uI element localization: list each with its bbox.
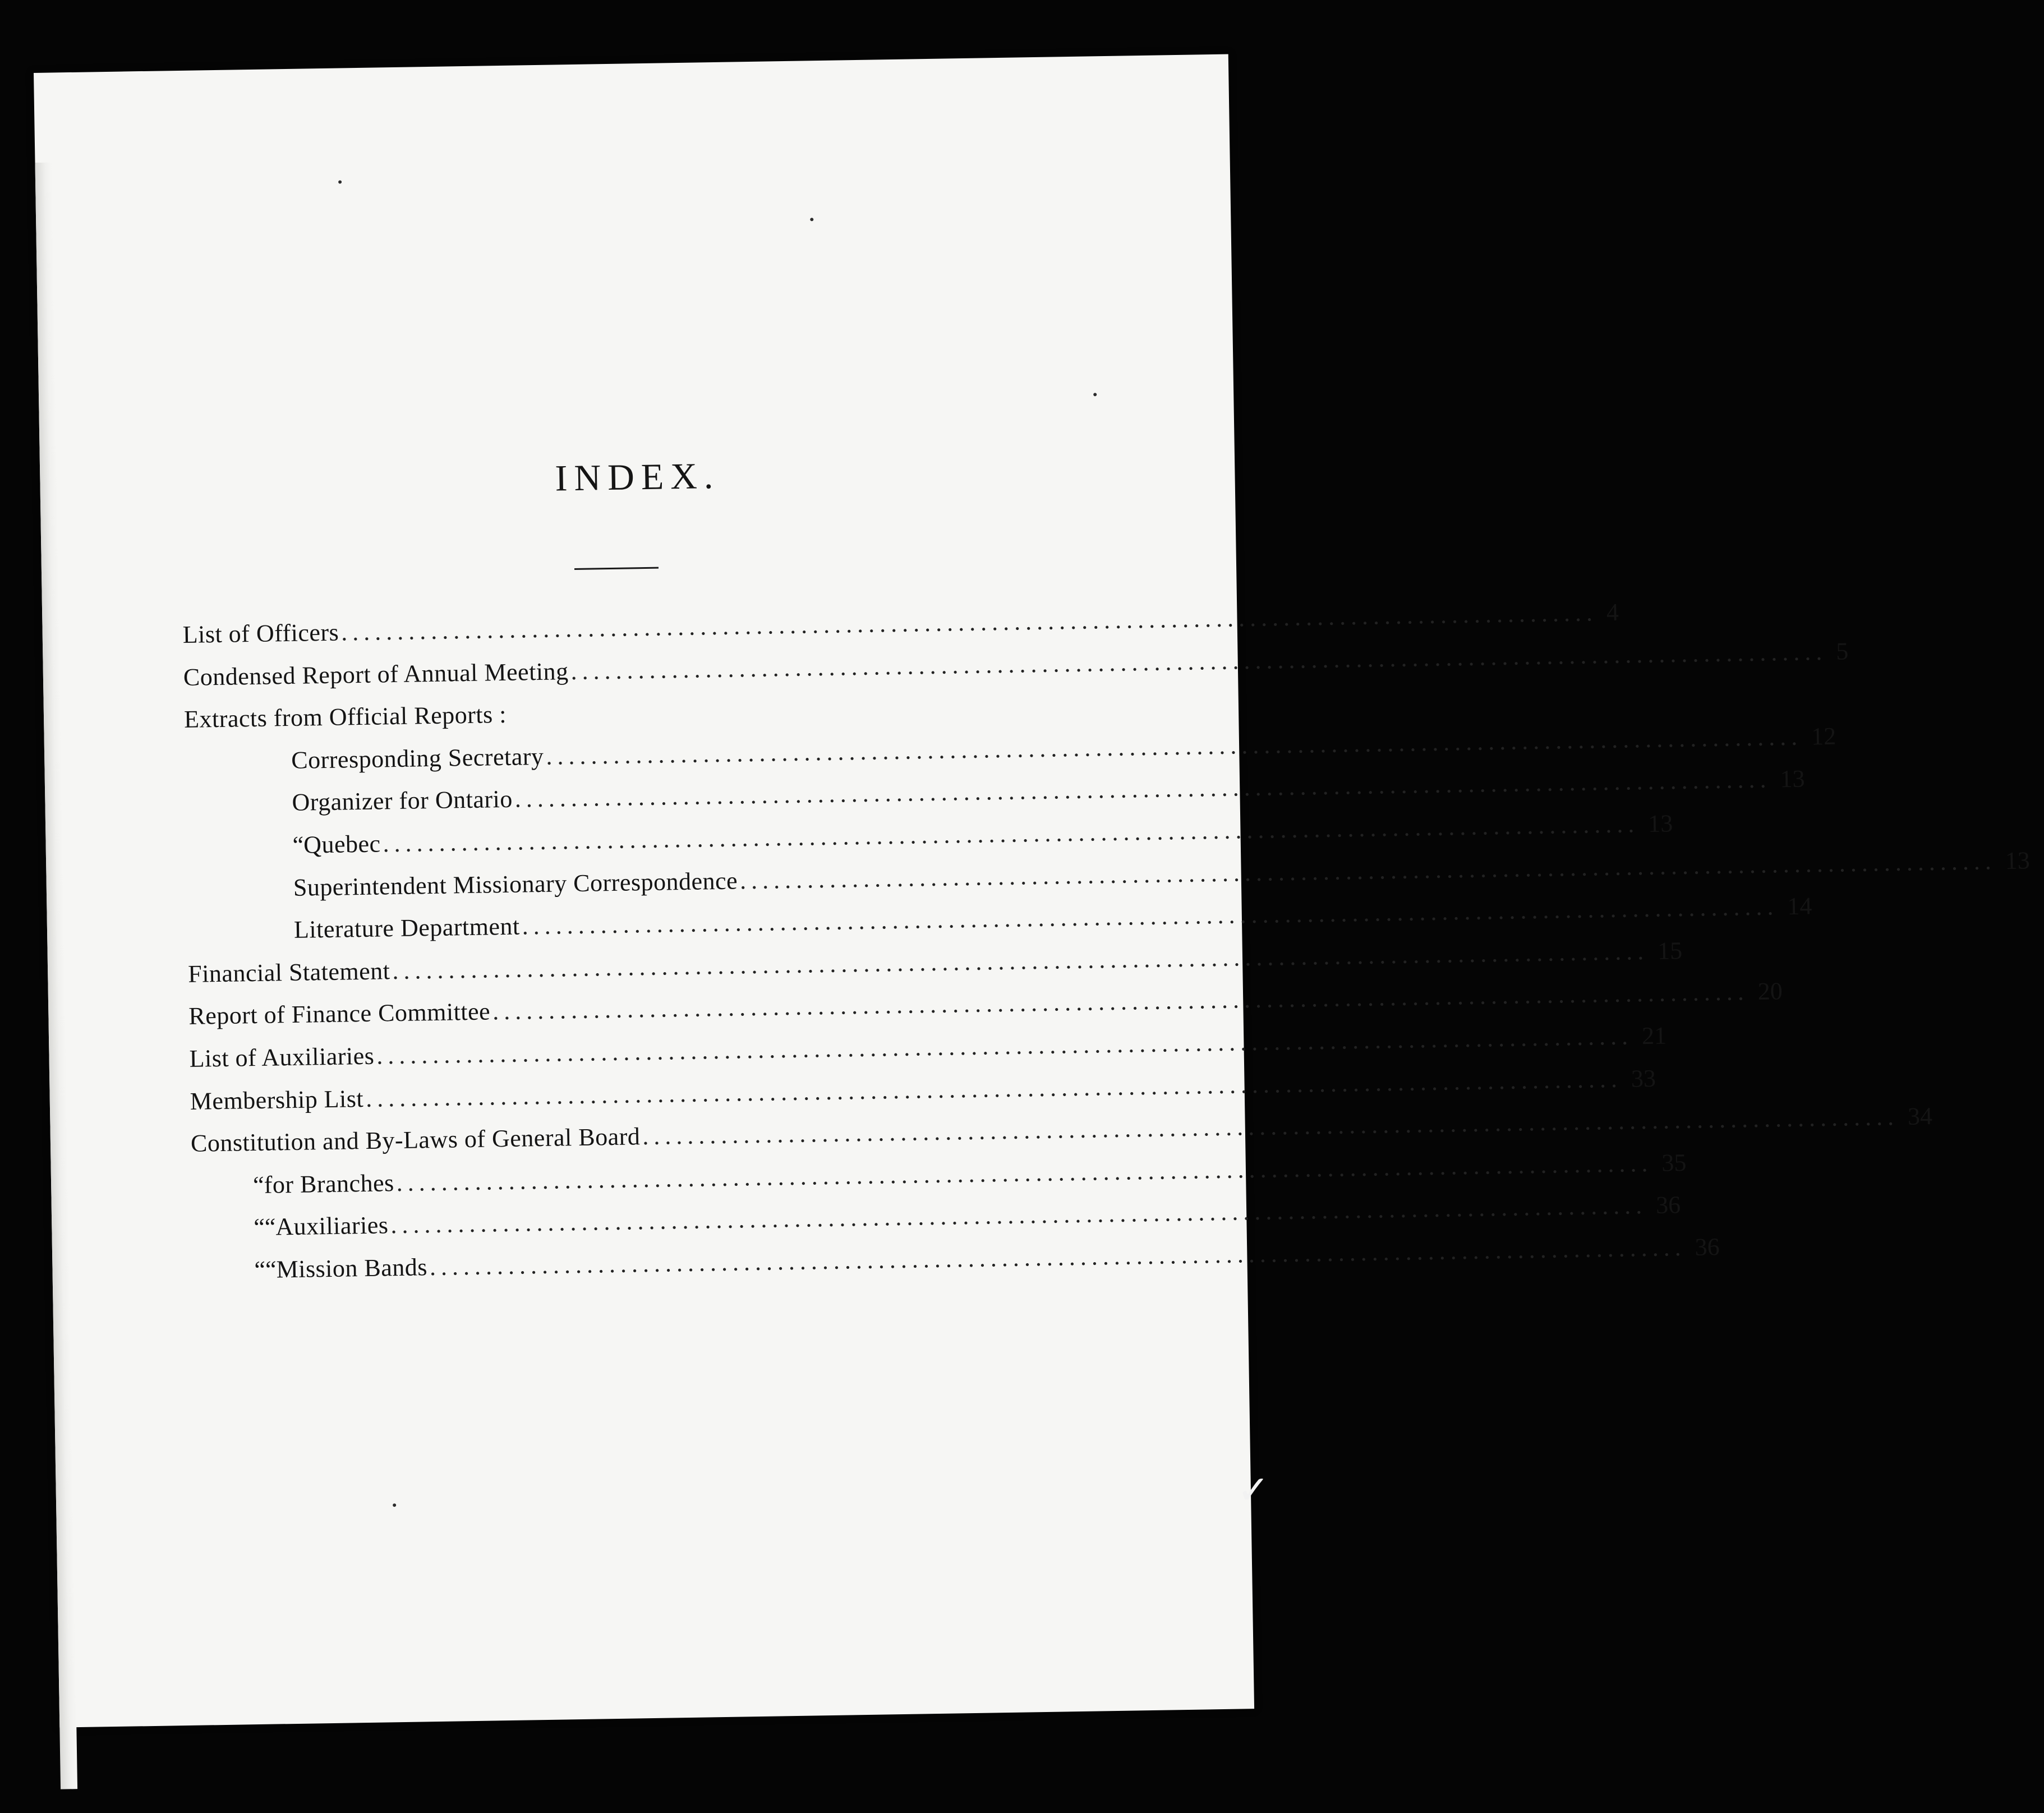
entry-title: List of Auxiliaries bbox=[189, 1042, 375, 1073]
entry-title: Superintendent Missionary Correspondence bbox=[293, 867, 738, 901]
dot-leader: ................................................................................................................ bbox=[522, 892, 1779, 940]
dot-leader: ................................................................................................................ bbox=[340, 599, 1598, 646]
entry-title: for Branches bbox=[264, 1168, 395, 1199]
ditto-mark: “ bbox=[292, 831, 304, 859]
dot-leader: ................................................................................................................ bbox=[376, 1022, 1633, 1070]
print-speck bbox=[810, 218, 813, 221]
entry-title: Extracts from Official Reports : bbox=[183, 701, 507, 734]
entry-title: Report of Finance Committee bbox=[188, 997, 491, 1030]
entry-page-number: 15 bbox=[1657, 936, 1683, 965]
entry-title: Auxiliaries bbox=[275, 1211, 389, 1241]
entry-page-number: 5 bbox=[1835, 637, 1849, 665]
ditto-mark: “ bbox=[264, 1213, 276, 1241]
entry-title: Organizer for Ontario bbox=[292, 785, 513, 817]
entry-page-number: 13 bbox=[1647, 809, 1673, 838]
entry-page-number: 36 bbox=[1695, 1232, 1720, 1261]
entry-title: Financial Statement bbox=[187, 956, 390, 988]
print-speck bbox=[1093, 393, 1097, 396]
print-speck bbox=[393, 1503, 396, 1507]
entry-page-number: 35 bbox=[1661, 1148, 1687, 1177]
document-page bbox=[34, 54, 2031, 1728]
entry-title: List of Officers bbox=[182, 618, 339, 648]
dot-leader: ................................................................................................................ bbox=[642, 1103, 1899, 1151]
entry-page-number: 21 bbox=[1641, 1021, 1667, 1050]
entry-page-number: 13 bbox=[1780, 765, 1805, 793]
entry-page-number: 33 bbox=[1631, 1064, 1656, 1093]
entry-page-number: 13 bbox=[2005, 846, 2031, 875]
check-mark: ✓ bbox=[1237, 1469, 1270, 1512]
entry-page-number: 34 bbox=[1907, 1102, 1933, 1130]
entry-page-number: 36 bbox=[1655, 1191, 1681, 1220]
ditto-mark: “ bbox=[252, 1171, 265, 1199]
dot-leader: ................................................................................................................ bbox=[739, 846, 1997, 894]
dot-leader: ................................................................................................................ bbox=[546, 723, 1803, 770]
entry-page-number: 12 bbox=[1811, 722, 1836, 751]
dot-leader: ................................................................................................................ bbox=[492, 978, 1750, 1025]
print-speck bbox=[338, 180, 342, 183]
dot-leader: ................................................................................................................ bbox=[383, 810, 1640, 858]
dot-leader: ................................................................................................................ bbox=[429, 1233, 1687, 1281]
ditto-mark: “ bbox=[254, 1255, 266, 1283]
dot-leader: ................................................................................................................ bbox=[392, 937, 1649, 984]
ditto-mark: “ bbox=[253, 1213, 265, 1241]
dot-leader: ................................................................................................................ bbox=[365, 1065, 1623, 1112]
dot-leader: ................................................................................................................ bbox=[570, 637, 1827, 685]
entry-title: Constitution and By-Laws of General Board bbox=[190, 1122, 641, 1157]
page-edge-shadow bbox=[35, 163, 78, 1789]
entry-title: Mission Bands bbox=[276, 1253, 428, 1283]
dot-leader: ................................................................................................................ bbox=[514, 765, 1771, 813]
entry-title: Literature Department bbox=[293, 912, 521, 944]
entry-page-number: 14 bbox=[1787, 892, 1812, 921]
dot-leader: ................................................................................................................ bbox=[390, 1191, 1647, 1239]
ditto-mark: “ bbox=[265, 1255, 277, 1283]
entry-title: Corresponding Secretary bbox=[291, 742, 544, 774]
entry-page-number: 4 bbox=[1606, 598, 1619, 627]
entry-title: Membership List bbox=[190, 1084, 364, 1115]
index-heading: INDEX. bbox=[554, 455, 720, 499]
entry-title: Condensed Report of Annual Meeting bbox=[183, 657, 569, 691]
entry-page-number: 20 bbox=[1757, 977, 1783, 1006]
dot-leader: ................................................................................................................ bbox=[396, 1149, 1653, 1197]
index-table-of-contents bbox=[182, 598, 2031, 1299]
heading-rule bbox=[574, 567, 659, 570]
entry-title: Quebec bbox=[303, 830, 381, 859]
